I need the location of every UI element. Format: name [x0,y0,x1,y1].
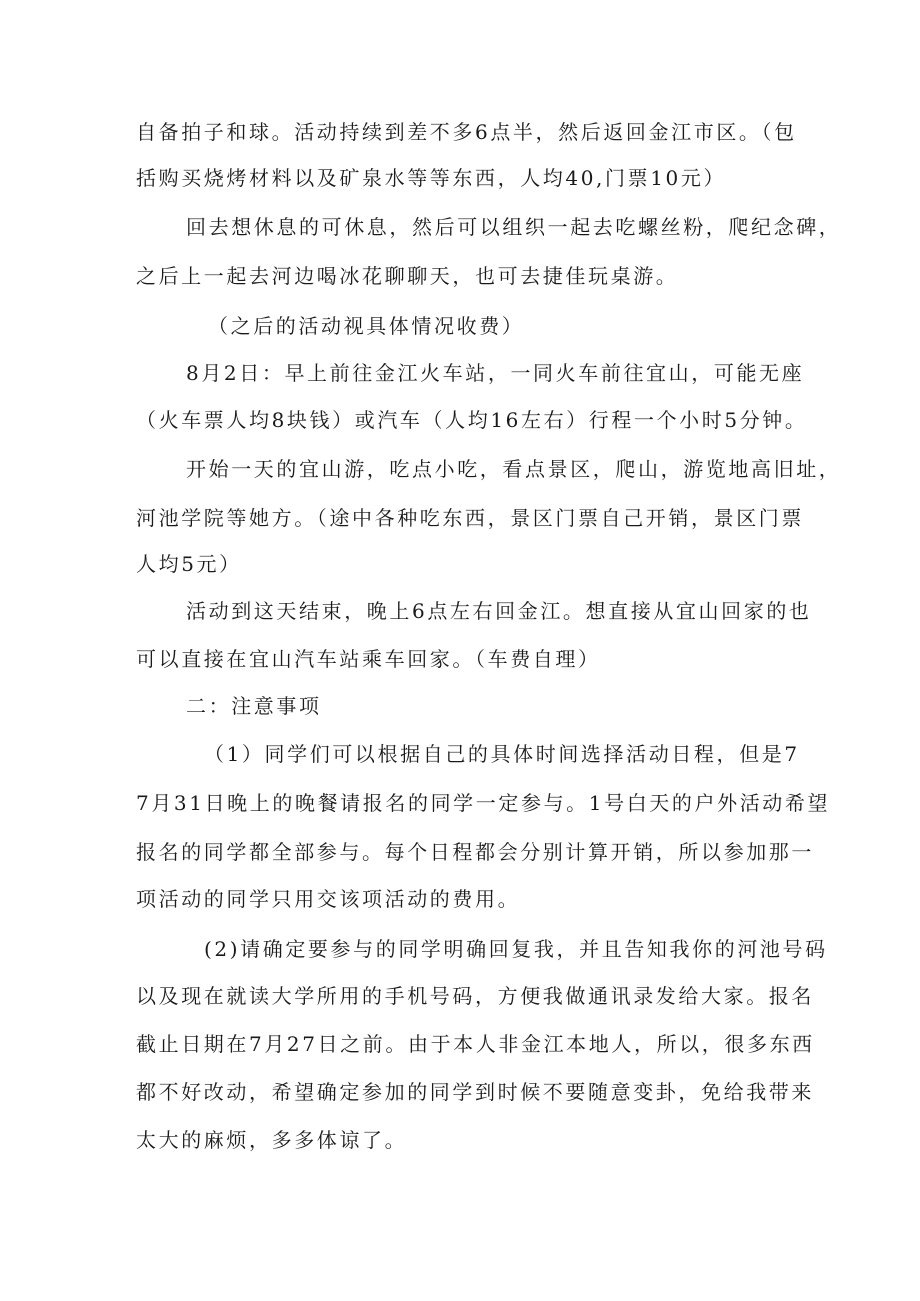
paragraph-line: 活动到这天结束，晚上6点左右回金江。想直接从宜山回家的也 [186,599,812,623]
paragraph-line: 7月31日晚上的晚餐请报名的同学一定参与。1号白天的户外活动希望 [136,791,831,815]
paragraph-line: 8月2日：早上前往金江火车站，一同火车前往宜山，可能无座 [186,361,805,385]
paragraph-line: (2)请确定要参与的同学明确回复我，并且告知我你的河池号码 [204,937,828,961]
paragraph-line: 之后上一起去河边喝冰花聊聊天，也可去捷佳玩桌游。 [136,264,679,288]
paragraph-line: 可以直接在宜山汽车站乘车回家。（车费自理） [136,647,601,671]
paragraph-line: 开始一天的宜山游，吃点小吃，看点景区，爬山，游览地高旧址， [186,457,842,481]
paragraph-line: 都不好改动，希望确定参加的同学到时候不要随意变卦，免给我带来 [136,1080,814,1104]
paragraph-line: （1）同学们可以根据自己的具体时间选择活动日程，但是7 [204,742,800,766]
section-heading: 二：注意事项 [186,694,322,718]
paragraph-line: 河池学院等她方。（途中各种吃东西，景区门票自己开销，景区门票 [136,506,804,530]
paragraph-line: （火车票人均8块钱）或汽车（人均16左右）行程一个小时5分钟。 [136,408,808,432]
paragraph-line: 回去想休息的可休息，然后可以组织一起去吃螺丝粉，爬纪念碑， [186,215,842,239]
paragraph-line: 项活动的同学只用交该项活动的费用。 [136,887,521,911]
paragraph-line: （之后的活动视具体情况收费） [208,314,525,338]
paragraph-line: 报名的同学都全部参与。每个日程都会分别计算开销，所以参加那一 [136,840,814,864]
paragraph-line: 以及现在就读大学所用的手机号码，方便我做通讯录发给大家。报名 [136,984,814,1008]
paragraph-line: 自备拍子和球。活动持续到差不多6点半，然后返回金江市区。（包 [136,120,797,144]
paragraph-line: 人均5元） [136,552,242,576]
paragraph-line: 太大的麻烦，多多体谅了。 [136,1128,408,1152]
paragraph-line: 括购买烧烤材料以及矿泉水等等东西，人均40,门票10元） [136,166,727,190]
paragraph-line: 截止日期在7月27日之前。由于本人非金江本地人，所以，很多东西 [136,1032,815,1056]
